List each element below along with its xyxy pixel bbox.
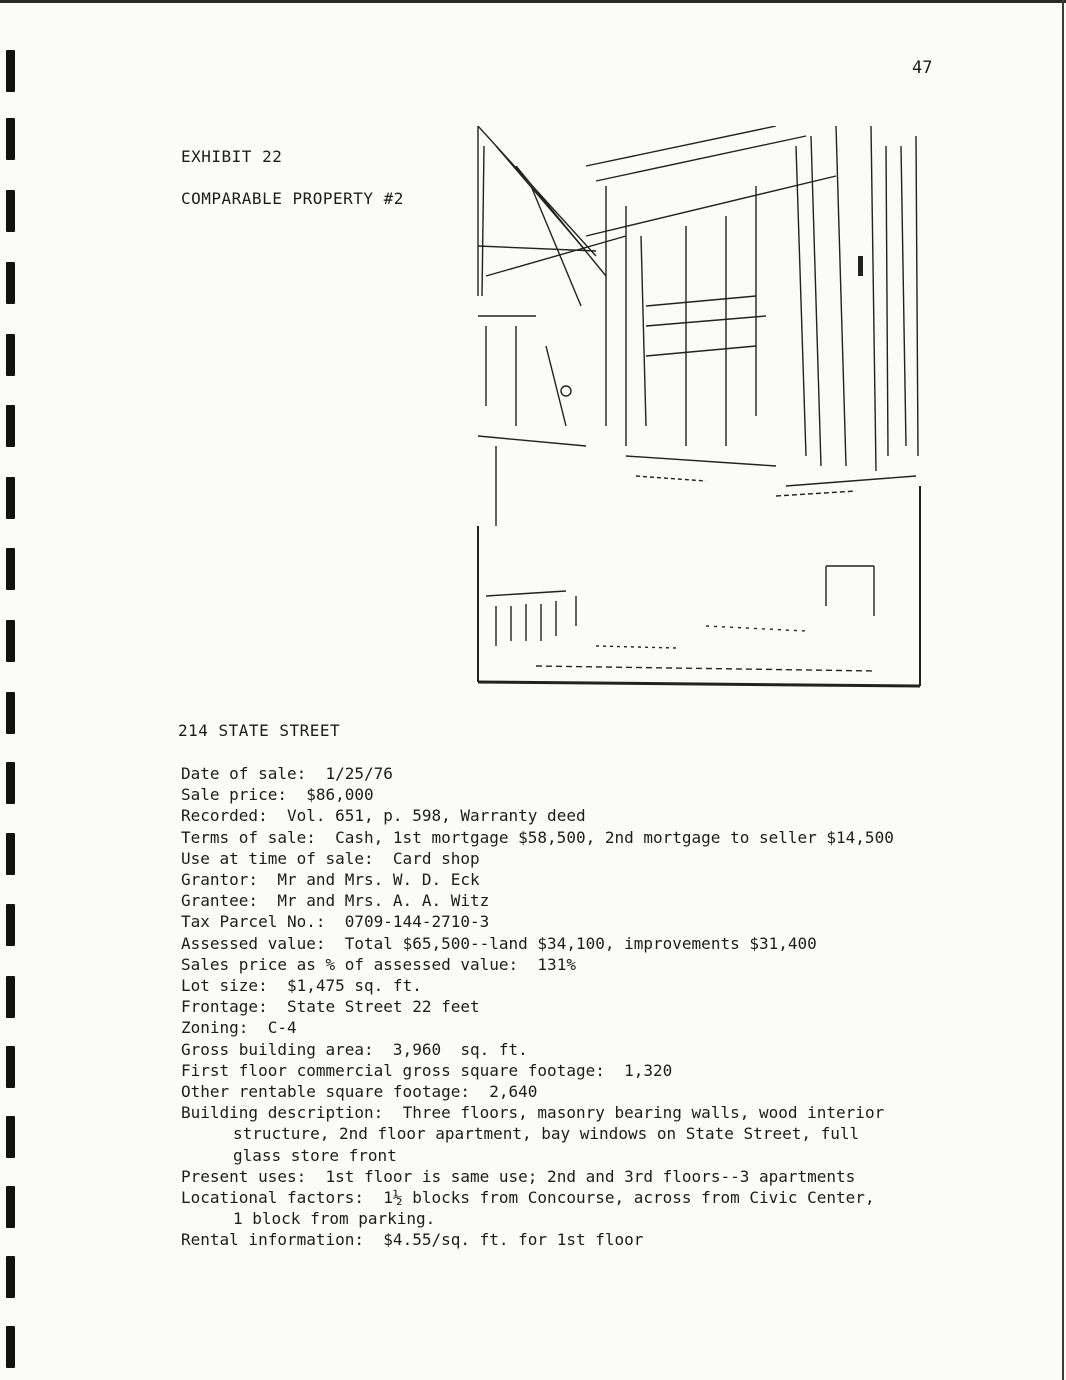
page-number: 47	[912, 58, 933, 78]
detail-value: 1st floor is same use; 2nd and 3rd floors--3 apartments	[325, 1166, 856, 1186]
detail-value: $4.55/sq. ft. for 1st floor	[383, 1230, 644, 1250]
detail-value: $1,475 sq. ft.	[286, 976, 422, 996]
detail-label: Gross building area:	[181, 1039, 374, 1059]
binding-hole	[6, 833, 15, 875]
detail-row	[181, 890, 1051, 911]
detail-row	[181, 996, 1051, 1017]
detail-label: First floor commercial gross square footage:	[181, 1060, 605, 1080]
binding-hole	[6, 548, 15, 590]
detail-value: Mr and Mrs. W. D. Eck	[277, 870, 480, 890]
detail-label: Present uses:	[181, 1166, 307, 1186]
comparable-property-title: COMPARABLE PROPERTY #2	[181, 189, 404, 208]
detail-row	[181, 954, 1051, 975]
detail-label: Sales price as % of assessed value:	[181, 954, 519, 974]
binding-hole	[6, 620, 15, 662]
detail-value: Total $65,500--land $34,100, improvements $31,400	[344, 933, 817, 953]
detail-label: Assessed value:	[181, 933, 326, 953]
detail-value: Card shop	[392, 848, 480, 868]
detail-label: Recorded:	[181, 806, 268, 826]
binding-hole	[6, 692, 15, 734]
detail-label: Rental information:	[181, 1230, 365, 1250]
detail-label: Use at time of sale:	[181, 848, 374, 868]
detail-label: Frontage:	[181, 997, 268, 1017]
detail-row	[181, 784, 1051, 805]
detail-row	[181, 1017, 1051, 1038]
detail-label: Terms of sale:	[181, 827, 316, 847]
top-border	[0, 0, 1066, 3]
detail-row	[181, 911, 1051, 932]
detail-value: 1/25/76	[325, 764, 393, 783]
binding-hole	[6, 334, 15, 376]
detail-row	[181, 1229, 1051, 1250]
detail-value: Vol. 651, p. 598, Warranty deed	[286, 806, 586, 826]
detail-row	[181, 869, 1051, 890]
binding-hole	[6, 976, 15, 1018]
binding-hole	[6, 190, 15, 232]
detail-label: Sale price:	[181, 785, 287, 805]
binding-hole	[6, 477, 15, 519]
binding-hole	[6, 262, 15, 304]
detail-row	[181, 1060, 1051, 1081]
detail-row	[181, 1081, 1051, 1102]
detail-label: Date of sale:	[181, 764, 307, 783]
binding-hole	[6, 1326, 15, 1368]
detail-value: 131%	[537, 954, 576, 974]
detail-label: Building description:	[181, 1103, 384, 1123]
detail-label: Locational factors:	[181, 1188, 365, 1208]
detail-row	[181, 1102, 1051, 1123]
binding-hole	[6, 904, 15, 946]
binding-hole	[6, 118, 15, 160]
detail-value: $86,000	[306, 785, 374, 805]
detail-row	[181, 1166, 1051, 1187]
binding-hole	[6, 762, 15, 804]
binding-hole	[6, 405, 15, 447]
detail-label: Lot size:	[181, 976, 268, 996]
detail-row	[181, 848, 1051, 869]
property-address: 214 STATE STREET	[178, 721, 341, 740]
detail-label: Grantee:	[181, 891, 259, 911]
detail-label: Zoning:	[181, 1018, 249, 1038]
detail-value: Three floors, masonry bearing walls, wood interior	[402, 1103, 885, 1123]
detail-value: 1½ blocks from Concourse, across from Civic Center,	[383, 1188, 875, 1208]
detail-row	[181, 1187, 1051, 1208]
binding-hole	[6, 50, 15, 92]
detail-value: Mr and Mrs. A. A. Witz	[277, 891, 490, 911]
detail-row	[181, 827, 1051, 848]
detail-row	[181, 975, 1051, 996]
binding-hole	[6, 1116, 15, 1158]
detail-value: State Street 22 feet	[286, 997, 480, 1017]
binding-hole	[6, 1186, 15, 1228]
detail-row	[181, 1039, 1051, 1060]
detail-label: Grantor:	[181, 870, 259, 890]
detail-value: 1,320	[624, 1060, 673, 1080]
detail-row	[181, 933, 1051, 954]
detail-value: 2,640	[489, 1082, 538, 1102]
binding-hole	[6, 1256, 15, 1298]
detail-label: Other rentable square footage:	[181, 1082, 470, 1102]
binding-holes	[6, 0, 26, 1380]
detail-row	[181, 763, 1051, 784]
property-details	[181, 763, 1051, 1251]
detail-continuation: 1 block from parking.	[233, 1209, 436, 1229]
detail-value: 3,960 sq. ft.	[392, 1039, 528, 1059]
detail-value: 0709-144-2710-3	[344, 912, 490, 932]
detail-value: Cash, 1st mortgage $58,500, 2nd mortgage to seller $14,500	[335, 827, 894, 847]
detail-label: Tax Parcel No.:	[181, 912, 326, 932]
detail-continuation: glass store front	[233, 1145, 397, 1165]
building-photo	[476, 126, 922, 690]
detail-value: C-4	[267, 1018, 297, 1038]
right-border	[1062, 0, 1064, 1380]
exhibit-title: EXHIBIT 22	[181, 147, 283, 166]
binding-hole	[6, 1046, 15, 1088]
detail-row	[181, 805, 1051, 826]
detail-continuation: structure, 2nd floor apartment, bay windows on State Street, full	[233, 1124, 860, 1144]
